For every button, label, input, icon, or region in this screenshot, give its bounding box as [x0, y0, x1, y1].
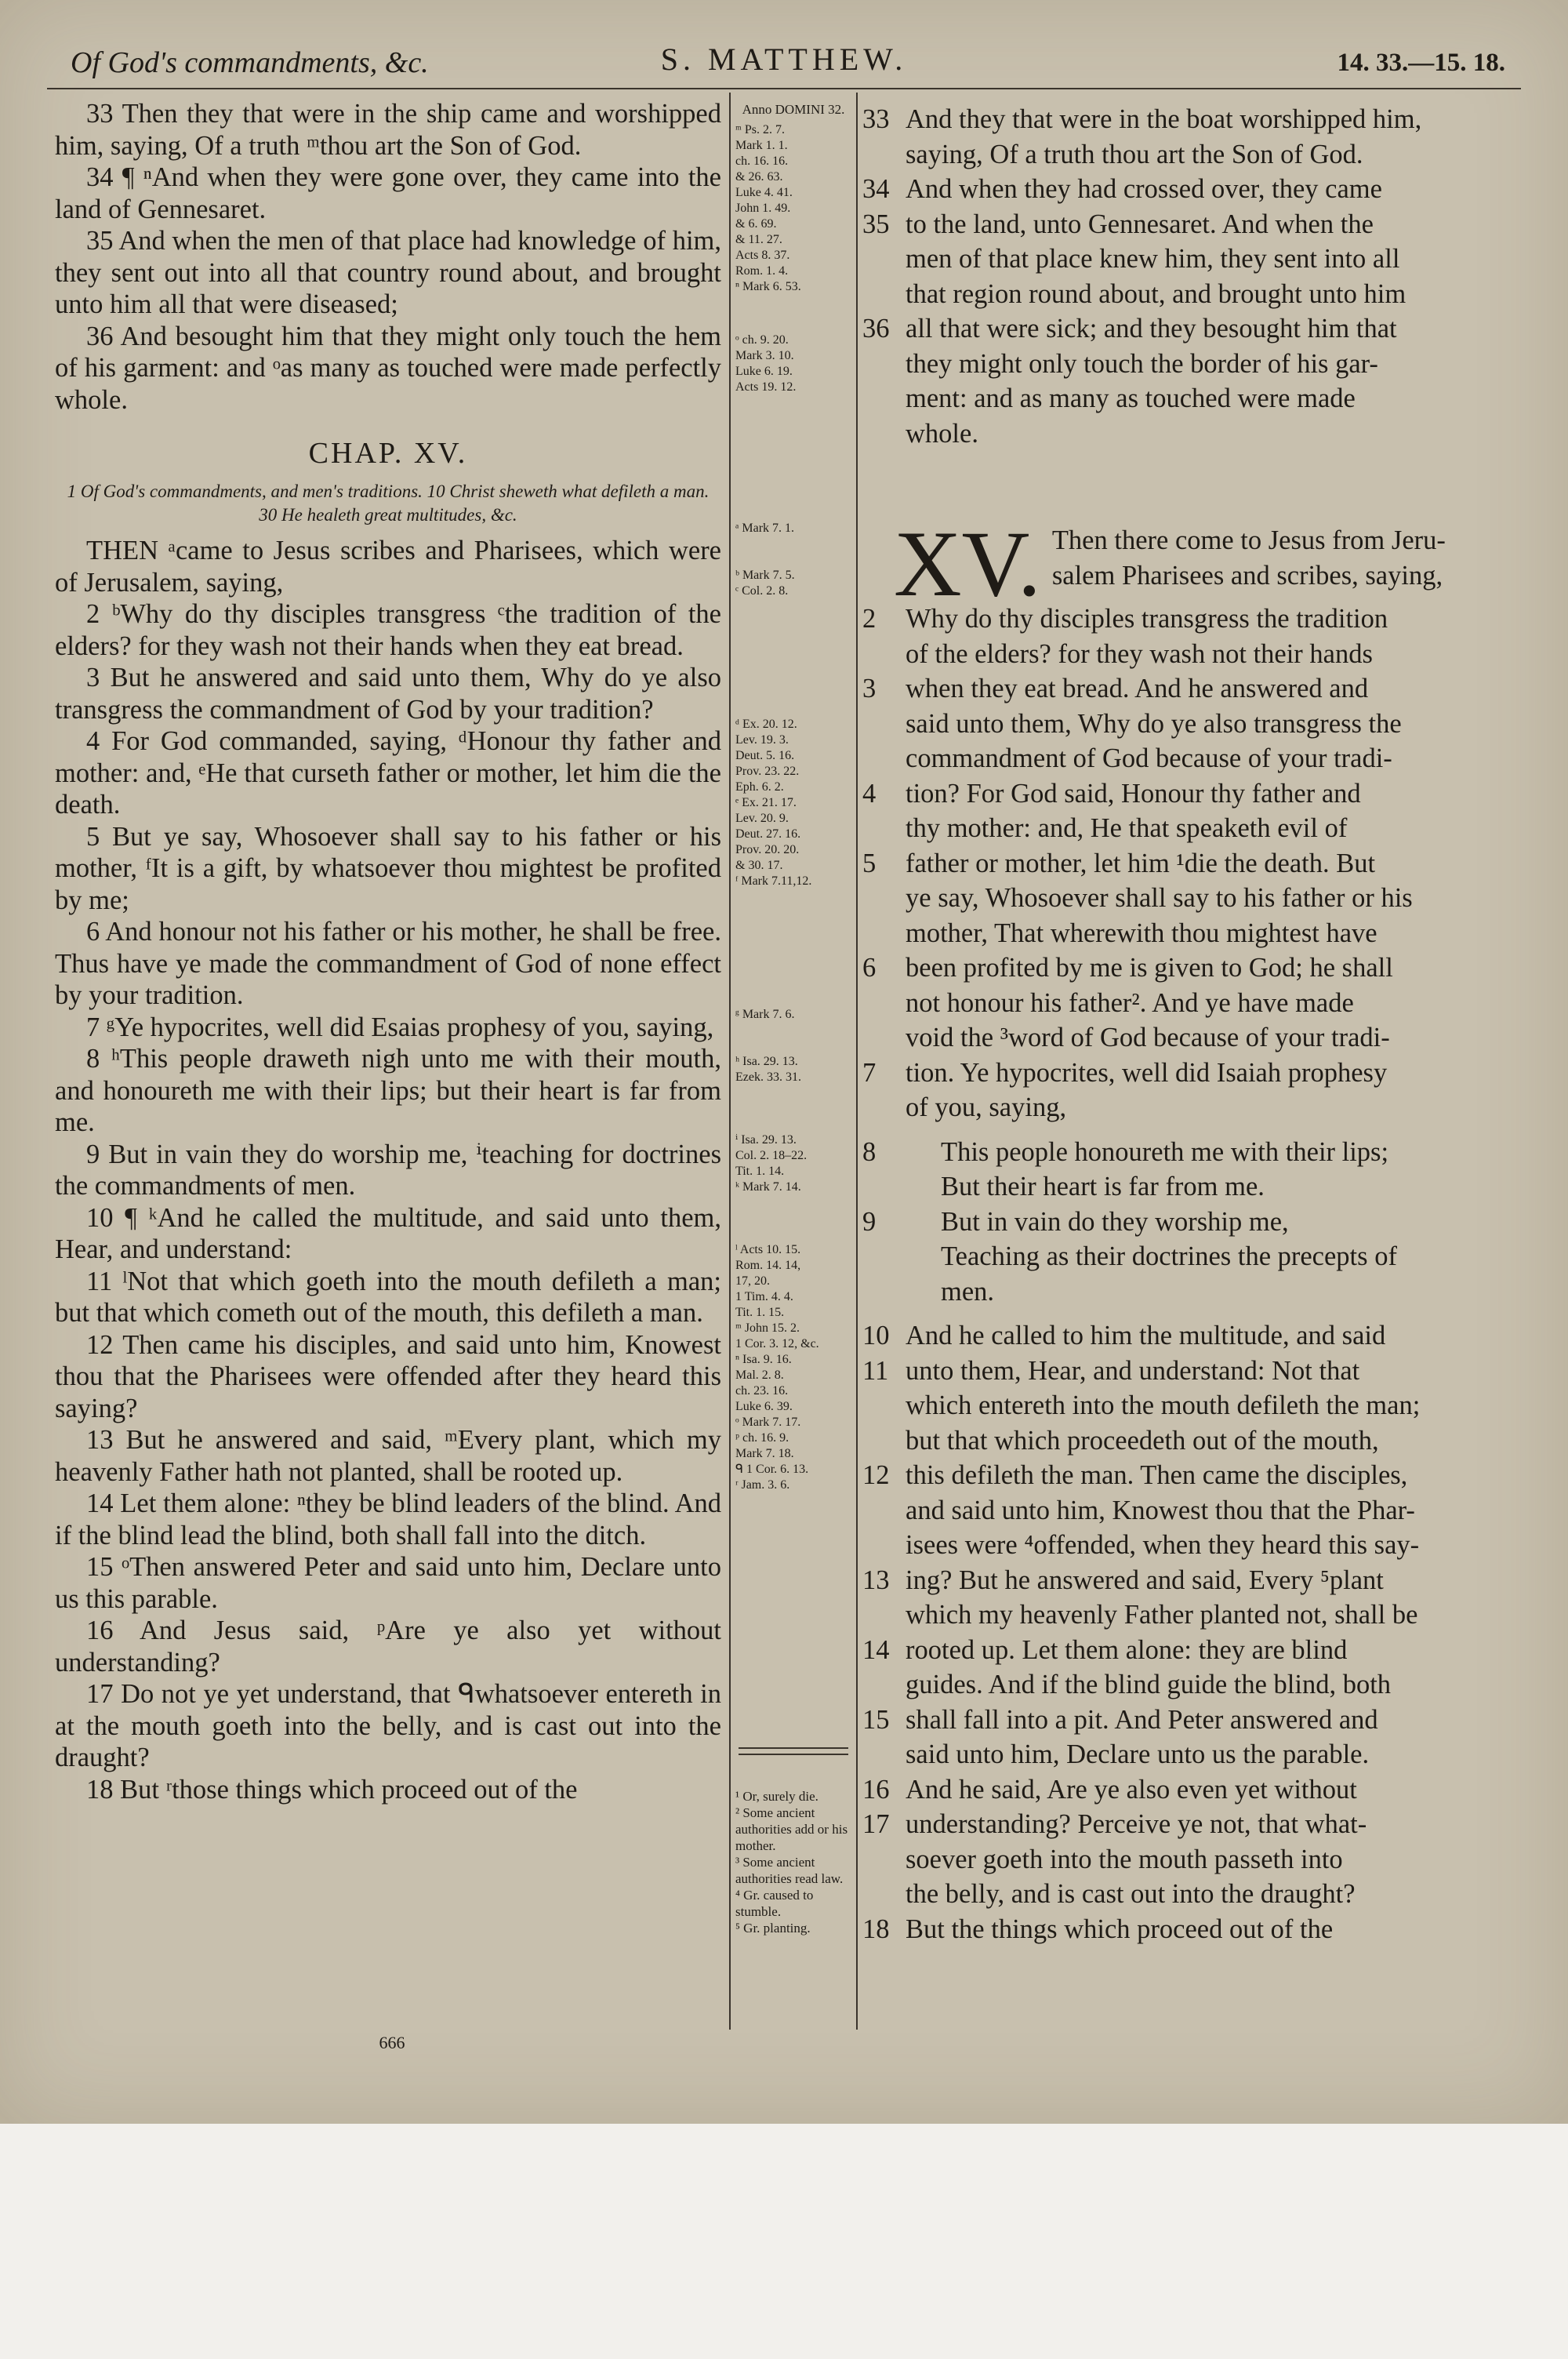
line-text: And he called to him the multitude, and said — [906, 1321, 1386, 1350]
rv-line — [862, 1563, 1513, 1598]
rv-line — [862, 1354, 1513, 1389]
notes-rule-double — [739, 1754, 848, 1755]
cross-reference: ʰ Isa. 29. 13. Ezek. 33. 31. — [735, 1055, 801, 1084]
rv-line — [862, 102, 1513, 137]
line-text: shall fall into a pit. And Peter answered and — [906, 1704, 1378, 1735]
rv-line — [862, 381, 1513, 416]
anno-domini-label: Anno DOMINI 32. — [742, 102, 845, 117]
line-text: And he said, Are ye also even yet without — [906, 1774, 1357, 1805]
rv-verses-middle — [862, 602, 1513, 1125]
line-text: the belly, and is cast out into the draught? — [906, 1879, 1356, 1909]
rv-line — [862, 1020, 1513, 1056]
verse: 16 And Jesus said, ᵖAre ye also yet without understanding? — [55, 1616, 721, 1677]
cross-reference: ᵍ Mark 7. 6. — [735, 1008, 795, 1021]
rv-line — [862, 602, 1513, 637]
chapter-summary: 1 Of God's commandments, and men's traditions. 10 Christ sheweth what defileth a man. 30 He healeth great multitudes, &c. — [67, 482, 710, 525]
verse: 12 Then came his disciples, and said unto him, Knowest thou that the Pharisees were offended after they heard this saying? — [55, 1329, 721, 1423]
rv-line — [862, 137, 1513, 173]
rv-line — [862, 1135, 1513, 1170]
verse: 36 And besought him that they might only touch the hem of his garment: and ᵒas many as touched were made perfectly whole. — [55, 321, 721, 415]
rv-line — [862, 1169, 1513, 1205]
verse: 7 ᵍYe hypocrites, well did Esaias prophesy of you, saying, — [86, 1012, 714, 1042]
verse-number: 14 — [862, 1634, 890, 1665]
rv-line — [862, 1703, 1513, 1738]
verse: 33 Then they that were in the ship came and worshipped him, saying, Of a truth ᵐthou art the Son of God. — [55, 99, 721, 161]
line-text: commandment of God because of your tradi- — [906, 743, 1392, 773]
rv-poetry — [862, 1135, 1513, 1310]
verse-number: 8 — [862, 1136, 877, 1167]
line-text: And they that were in the boat worshipped him, — [906, 104, 1422, 134]
chapter-dropcap: XV. — [894, 523, 1041, 602]
verse: 35 And when the men of that place had knowledge of him, they sent out into all that country round about, and brought unto him all that were diseased; — [55, 226, 721, 319]
line-text: ing? But he answered and said, Every ⁵plant — [906, 1565, 1384, 1595]
rv-line — [862, 1423, 1513, 1459]
line-text: when they eat bread. And he answered and — [906, 674, 1369, 703]
rv-line — [862, 1877, 1513, 1912]
verse-number: 4 — [862, 778, 877, 809]
rv-line — [862, 207, 1513, 242]
cross-reference: ˡ Acts 10. 15. Rom. 14. 14, 17, 20. 1 Tim. 4. 4. Tit. 1. 15. ᵐ John 15. 2. 1 Cor. 3. 12, &c. ⁿ Isa. 9. 16. Mal. 2. 8. ch. 23. 16. Luke 6. 39. ᵒ Mark 7. 17. ᵖ ch. 16. 9. Mark 7. 18. ᑫ 1 Cor. 6. 13. ʳ Jam. 3. 6. — [735, 1243, 819, 1492]
verse-number: 7 — [862, 1057, 877, 1088]
rv-line — [862, 707, 1513, 742]
line-text: of you, saying, — [906, 1092, 1067, 1122]
rv-line — [862, 1772, 1513, 1808]
verse: 4 For God commanded, saying, ᵈHonour thy father and mother: and, ᵉHe that curseth father or mother, let him die the death. — [55, 726, 721, 820]
line-text: But in vain do they worship me, — [941, 1206, 1289, 1237]
cross-reference: ⁱ Isa. 29. 13. Col. 2. 18–22. Tit. 1. 14. ᵏ Mark 7. 14. — [735, 1133, 808, 1194]
verse: 34 ¶ ⁿAnd when they were gone over, they came into the land of Gennesaret. — [55, 162, 721, 224]
rv-line — [862, 811, 1513, 846]
line-text: thy mother: and, He that speaketh evil of — [906, 813, 1348, 843]
chapter-gap — [862, 451, 1513, 523]
line-text: And when they had crossed over, they came — [906, 174, 1382, 204]
line-text: tion? For God said, Honour thy father and — [906, 778, 1361, 809]
verse-number: 15 — [862, 1704, 890, 1735]
marginal-note: ³ Some ancient authorities read law. — [735, 1855, 844, 1886]
verse-number: 11 — [862, 1355, 889, 1386]
verse: 5 But ye say, Whosoever shall say to his father or his mother, ᶠIt is a gift, by whatsoever thou mightest be profited by me; — [55, 821, 721, 915]
line-text: Teaching as their doctrines the precepts of — [941, 1241, 1397, 1271]
verse: 10 ¶ ᵏAnd he called the multitude, and said unto them, Hear, and understand: — [55, 1202, 721, 1264]
rv-line — [862, 741, 1513, 776]
verse-number: 2 — [862, 604, 877, 634]
line-text: men. — [941, 1276, 995, 1307]
verse: 9 But in vain they do worship me, ⁱteaching for doctrines the commandments of men. — [55, 1139, 721, 1201]
marginal-note: ² Some ancient authorities add or his mother. — [735, 1805, 848, 1853]
line-text: whole. — [906, 418, 978, 449]
line-text: But the things which proceed out of the — [906, 1914, 1334, 1944]
line-text: they might only touch the border of his gar- — [906, 348, 1378, 379]
verse: 17 Do not ye yet understand, that ᑫwhatsoever entereth in at the mouth goeth into the belly, and is cast out into the draught? — [55, 1679, 721, 1772]
line-text: that region round about, and brought unto him — [906, 278, 1406, 309]
verse-number: 18 — [862, 1914, 890, 1944]
rv-line — [862, 671, 1513, 707]
running-header-left: Of God's commandments, &c. — [71, 46, 429, 79]
line-text: said unto them, Why do ye also transgress the — [906, 708, 1402, 739]
rv-line — [862, 881, 1513, 916]
cross-reference: ᵇ Mark 7. 5. ᶜ Col. 2. 8. — [735, 569, 795, 598]
line-text: soever goeth into the mouth passeth into — [906, 1844, 1343, 1874]
line-text: men of that place knew him, they sent into all — [906, 244, 1400, 274]
cross-reference-list — [735, 122, 851, 1493]
verse: 18 But ʳthose things which proceed out of the — [86, 1774, 578, 1805]
line-text: said unto him, Declare unto us the parable. — [906, 1739, 1370, 1769]
verse: 11 ˡNot that which goeth into the mouth defileth a man; but that which cometh out of the mouth, this defileth a man. — [55, 1266, 721, 1328]
cross-reference: ᵈ Ex. 20. 12. Lev. 19. 3. Deut. 5. 16. Prov. 23. 22. Eph. 6. 2. ᵉ Ex. 21. 17. Lev. 20. 9. Deut. 27. 16. Prov. 20. 20. & 30. 17. ᶠ Mark 7.11,12. — [735, 718, 812, 888]
rv-line — [862, 1493, 1513, 1528]
line-text: Why do thy disciples transgress the tradition — [906, 604, 1388, 634]
cross-reference: ᵐ Ps. 2. 7. Mark 1. 1. ch. 16. 16. & 26. 63. Luke 4. 41. John 1. 49. & 6. 69. & 11. 27. Acts 8. 37. Rom. 1. 4. ⁿ Mark 6. 53. — [735, 123, 801, 293]
line-text: Then there come to Jesus from Jeru- — [1051, 525, 1446, 555]
verses-before-chapter — [55, 98, 721, 416]
rv-line — [862, 277, 1513, 312]
column-rule-right — [856, 93, 858, 2030]
rv-line — [862, 242, 1513, 277]
line-text: ye say, Whosoever shall say to his father or his — [906, 883, 1413, 913]
line-text: mother, That wherewith thou mightest have — [906, 918, 1377, 948]
line-text: and said unto him, Knowest thou that the Phar- — [906, 1495, 1415, 1525]
rv-line — [862, 172, 1513, 207]
rv-line — [862, 311, 1513, 347]
line-text: not honour his father². And ye have made — [906, 987, 1354, 1018]
line-text: ment: and as many as touched were made — [906, 383, 1356, 413]
line-text: guides. And if the blind guide the blind, both — [906, 1670, 1392, 1699]
marginal-note: ¹ Or, surely die. — [735, 1789, 818, 1804]
rv-line — [862, 416, 1513, 452]
rv-line — [862, 1090, 1513, 1125]
line-text: which my heavenly Father planted not, shall be — [906, 1600, 1418, 1630]
verse: 8 ʰThis people draweth nigh unto me with their mouth, and honoureth me with their lips; but their heart is far from me. — [55, 1044, 721, 1137]
page-number: 666 — [379, 2033, 405, 2052]
rv-line — [862, 637, 1513, 672]
authorized-version-column — [55, 98, 721, 1805]
line-text: salem Pharisees and scribes, saying, — [1051, 560, 1443, 591]
verse: 6 And honour not his father or his mother, he shall be free. Thus have ye made the commandment of God of none effect by your tradition. — [55, 917, 721, 1010]
chapter-title: CHAP. XV. — [308, 437, 468, 470]
running-header-book: S. MATTHEW. — [660, 42, 908, 77]
verse-number: 12 — [862, 1460, 890, 1490]
line-text: father or mother, let him ¹die the death. But — [906, 848, 1376, 878]
cross-reference: ᵒ ch. 9. 20. Mark 3. 10. Luke 6. 19. Acts 19. 12. — [735, 333, 797, 394]
line-text: tion. Ye hypocrites, well did Isaiah prophesy — [906, 1057, 1388, 1088]
verse-number: 36 — [862, 314, 890, 343]
rv-line — [862, 1807, 1513, 1842]
verse-number: 9 — [862, 1206, 877, 1237]
line-text: but that which proceedeth out of the mouth, — [906, 1425, 1379, 1456]
running-header-range: 14. 33.—15. 18. — [1337, 49, 1505, 77]
rv-verses-top — [862, 102, 1513, 451]
rv-line — [862, 1912, 1513, 1947]
verse: 15 ᵒThen answered Peter and said unto him, Declare unto us this parable. — [55, 1552, 721, 1614]
revised-version-column — [862, 102, 1513, 1946]
verse-number: 13 — [862, 1565, 890, 1595]
rv-line — [862, 986, 1513, 1021]
verse: 2 ᵇWhy do thy disciples transgress ᶜthe tradition of the elders? for they wash not their hands when they eat bread. — [55, 599, 721, 661]
marginal-note: ⁵ Gr. planting. — [735, 1921, 811, 1936]
line-text: saying, Of a truth thou art the Son of God. — [906, 139, 1363, 169]
verse-number: 6 — [862, 953, 877, 983]
line-text: isees were ⁴offended, when they heard this say- — [906, 1530, 1420, 1560]
verse: 3 But he answered and said unto them, Why do ye also transgress the commandment of God by your tradition? — [55, 663, 721, 725]
notes-rule — [739, 1747, 848, 1749]
verse: THEN ᵃcame to Jesus scribes and Pharisees, which were of Jerusalem, saying, — [55, 536, 721, 598]
verse: 13 But he answered and said, ᵐEvery plant, which my heavenly Father hath not planted, shall be rooted up. — [55, 1425, 721, 1487]
rv-line — [862, 347, 1513, 382]
rv-verses-bottom — [862, 1318, 1513, 1946]
rv-line — [862, 1274, 1513, 1310]
verses-after-chapter — [55, 535, 721, 1805]
rv-line — [862, 1458, 1513, 1493]
line-text: unto them, Hear, and understand: Not that — [906, 1355, 1360, 1386]
line-text: This people honoureth me with their lips; — [941, 1136, 1389, 1167]
rv-line — [862, 1528, 1513, 1563]
marginal-note: ⁴ Gr. caused to stumble. — [735, 1888, 814, 1919]
rv-line — [862, 776, 1513, 812]
line-text: which entereth into the mouth defileth the man; — [906, 1390, 1421, 1420]
line-text: this defileth the man. Then came the disciples, — [906, 1460, 1408, 1490]
rv-chapter-opening — [862, 523, 1513, 602]
verse-number: 35 — [862, 209, 890, 239]
verse-number: 3 — [862, 674, 877, 703]
line-text: all that were sick; and they besought him that — [906, 314, 1397, 343]
rv-line — [862, 846, 1513, 881]
line-text: But their heart is far from me. — [941, 1172, 1265, 1201]
rv-line — [862, 1205, 1513, 1240]
rv-line — [862, 1737, 1513, 1772]
line-text: understanding? Perceive ye not, that what- — [906, 1809, 1367, 1839]
rv-line — [862, 951, 1513, 986]
rv-line — [862, 1388, 1513, 1423]
header-rule — [47, 88, 1521, 89]
verse-number: 33 — [862, 104, 890, 134]
background-surface — [0, 2124, 1568, 2359]
cross-reference: ᵃ Mark 7. 1. — [735, 522, 795, 535]
verse-number: 34 — [862, 174, 890, 204]
rv-line — [862, 1633, 1513, 1668]
verse-number: 16 — [862, 1774, 890, 1805]
column-rule-left — [729, 93, 731, 2030]
rv-line — [862, 1667, 1513, 1703]
rv-line — [862, 1318, 1513, 1354]
rv-line — [862, 916, 1513, 951]
line-text: been profited by me is given to God; he shall — [906, 953, 1393, 983]
marginal-notes — [735, 1788, 851, 1936]
line-text: of the elders? for they wash not their hands — [906, 638, 1373, 669]
line-text: to the land, unto Gennesaret. And when the — [906, 209, 1374, 239]
rv-line — [862, 1598, 1513, 1633]
verse: 14 Let them alone: ⁿthey be blind leaders of the blind. And if the blind lead the blind, both shall fall into the ditch. — [55, 1488, 721, 1550]
line-text: void the ³word of God because of your tradi- — [906, 1023, 1390, 1052]
verse-number: 17 — [862, 1809, 890, 1839]
rv-line — [862, 1056, 1513, 1091]
rv-line — [862, 1239, 1513, 1274]
line-text: rooted up. Let them alone: they are blind — [906, 1634, 1348, 1665]
rv-line — [862, 1842, 1513, 1877]
cross-reference-column — [735, 102, 851, 1493]
verse-number: 10 — [862, 1321, 890, 1350]
verse-number: 5 — [862, 848, 877, 878]
